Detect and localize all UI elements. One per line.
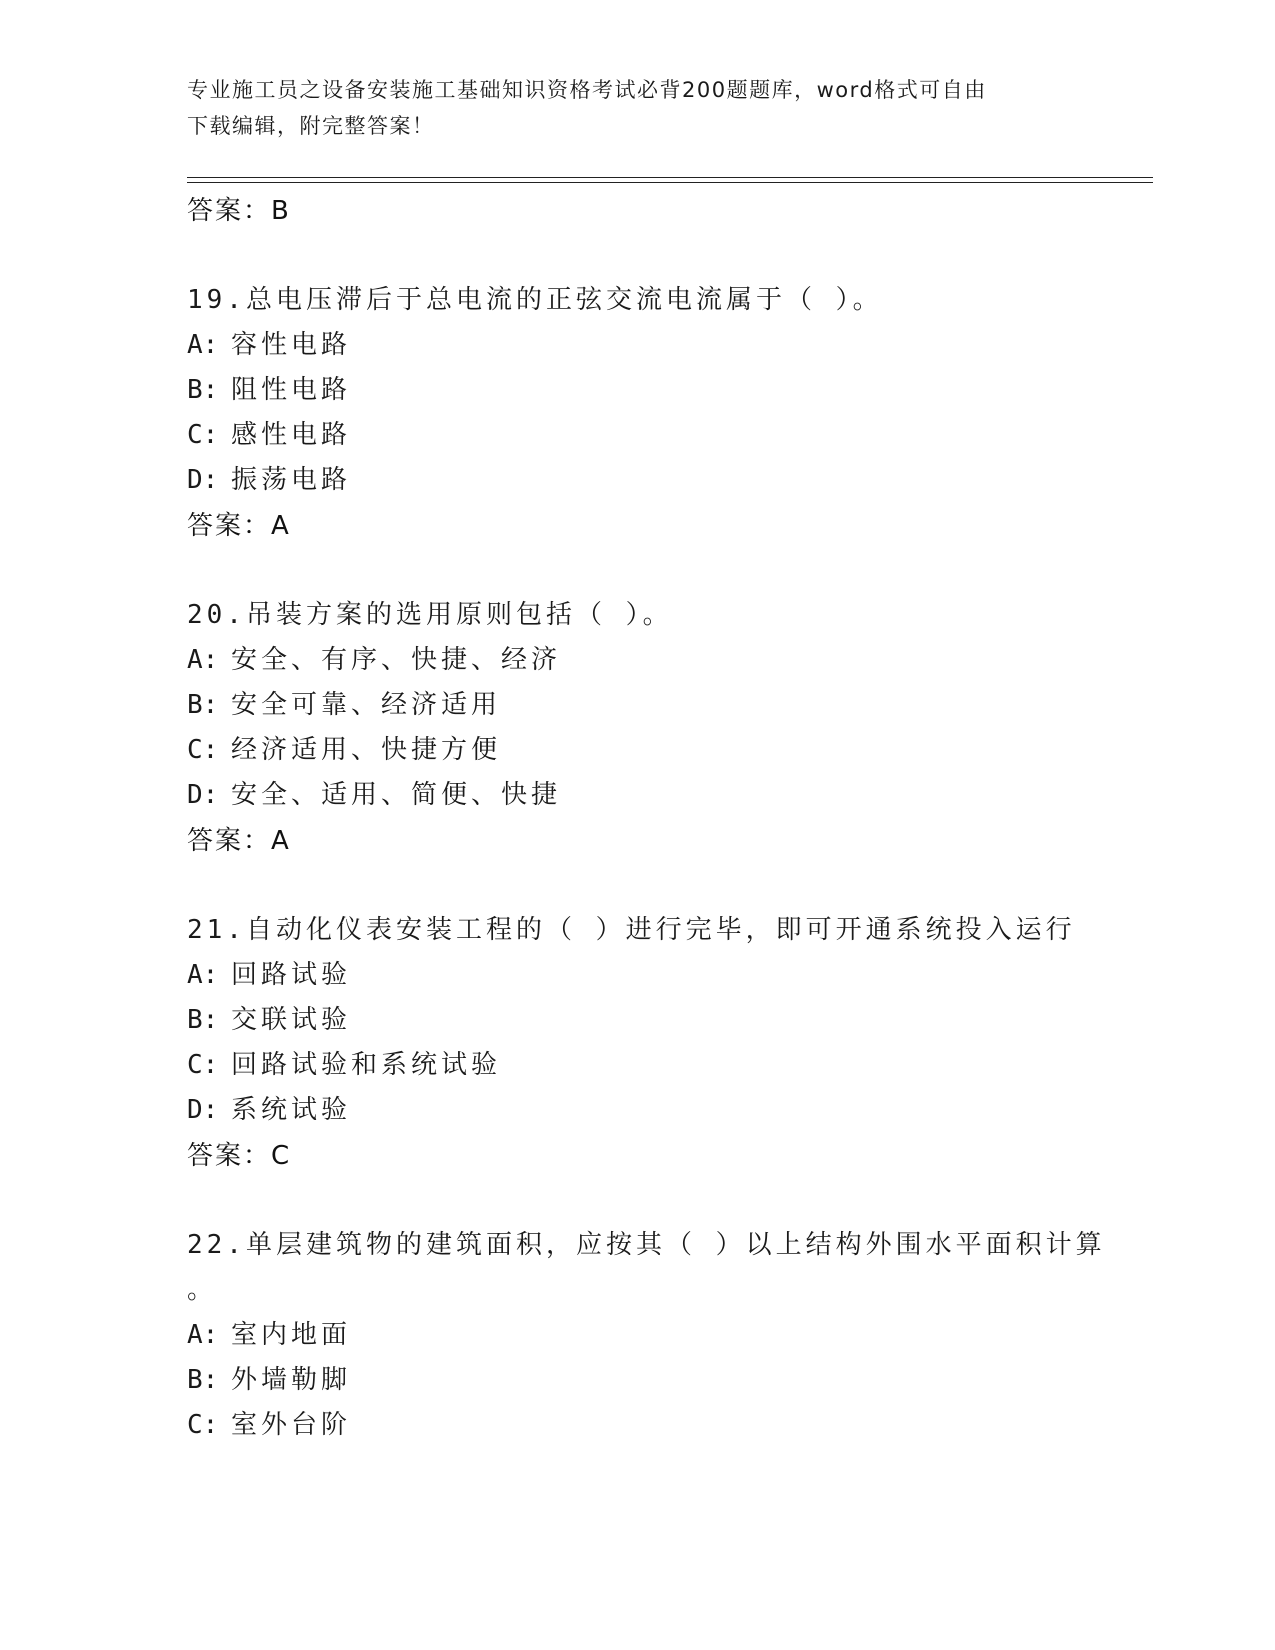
option-key: D:: [187, 780, 219, 810]
option-text: 交联试验: [231, 1005, 352, 1035]
option-b: [187, 998, 1137, 1043]
question-stem: 22.单层建筑物的建筑面积，应按其（ ）以上结构外围水平面积计算: [187, 1230, 1106, 1260]
option-d: [187, 773, 1137, 818]
option-text: 室内地面: [231, 1320, 352, 1350]
header-rule-top: [187, 177, 1153, 178]
answer-line: [187, 818, 1137, 864]
option-text: 感性电路: [231, 420, 352, 450]
option-c: [187, 1043, 1137, 1088]
question-stem-continuation: 。: [187, 1275, 214, 1305]
option-key: C:: [187, 1050, 219, 1080]
header-rule-bottom: [187, 182, 1153, 183]
option-key: D:: [187, 465, 219, 495]
option-c: [187, 1403, 1137, 1448]
option-text: 安全、有序、快捷、经济: [231, 645, 562, 675]
option-text: 系统试验: [231, 1095, 352, 1125]
header-line-1: 专业施工员之设备安装施工基础知识资格考试必背200题题库，word格式可自由: [187, 78, 987, 102]
option-key: A:: [187, 330, 219, 360]
answer-line: [187, 1133, 1137, 1179]
option-d: [187, 1088, 1137, 1133]
option-key: C:: [187, 420, 219, 450]
option-key: C:: [187, 1410, 219, 1440]
option-c: [187, 413, 1137, 458]
header-line-2: 下载编辑，附完整答案！: [187, 114, 435, 138]
option-a: [187, 953, 1137, 998]
question-stem: 19.总电压滞后于总电流的正弦交流电流属于（ ）。: [187, 285, 883, 315]
answer-value: A: [271, 511, 291, 541]
option-key: B:: [187, 1005, 219, 1035]
option-text: 振荡电路: [231, 465, 352, 495]
option-key: B:: [187, 690, 219, 720]
answer-value: B: [271, 196, 291, 226]
question-block: [187, 593, 1137, 864]
question-stem: 20.吊装方案的选用原则包括（ ）。: [187, 600, 673, 630]
answer-line: [187, 503, 1137, 549]
option-key: A:: [187, 960, 219, 990]
option-d: [187, 458, 1137, 503]
answer-label: 答案：: [187, 1141, 272, 1171]
option-text: 安全可靠、经济适用: [231, 690, 502, 720]
option-key: C:: [187, 735, 219, 765]
answer-line: [187, 188, 1137, 234]
option-a: [187, 1313, 1137, 1358]
question-block: [187, 1223, 1137, 1448]
document-header: [187, 72, 1067, 144]
option-key: B:: [187, 375, 219, 405]
option-b: [187, 368, 1137, 413]
answer-label: 答案：: [187, 826, 272, 856]
question-block: [187, 278, 1137, 549]
question-stem: 21.自动化仪表安装工程的（ ）进行完毕，即可开通系统投入运行: [187, 915, 1076, 945]
option-text: 安全、适用、简便、快捷: [231, 780, 562, 810]
option-b: [187, 683, 1137, 728]
question-content: [187, 188, 1137, 1448]
option-key: A:: [187, 645, 219, 675]
option-a: [187, 638, 1137, 683]
answer-value: C: [271, 1141, 292, 1171]
answer-label: 答案：: [187, 511, 272, 541]
option-text: 外墙勒脚: [231, 1365, 352, 1395]
option-b: [187, 1358, 1137, 1403]
option-text: 回路试验: [231, 960, 352, 990]
option-text: 室外台阶: [231, 1410, 352, 1440]
option-c: [187, 728, 1137, 773]
option-text: 容性电路: [231, 330, 352, 360]
answer-label: 答案：: [187, 196, 272, 226]
option-key: A:: [187, 1320, 219, 1350]
option-text: 经济适用、快捷方便: [231, 735, 502, 765]
answer-value: A: [271, 826, 291, 856]
option-key: B:: [187, 1365, 219, 1395]
question-block: [187, 908, 1137, 1179]
option-text: 回路试验和系统试验: [231, 1050, 502, 1080]
option-key: D:: [187, 1095, 219, 1125]
option-a: [187, 323, 1137, 368]
option-text: 阻性电路: [231, 375, 352, 405]
